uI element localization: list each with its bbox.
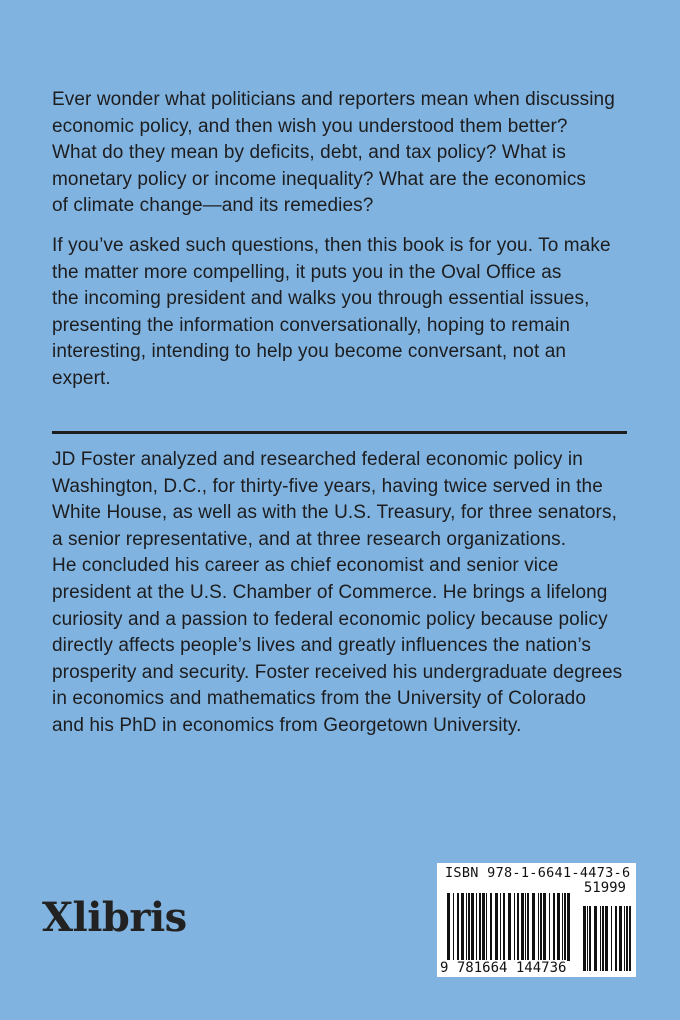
bar [532, 893, 535, 961]
publisher-logo: Xlibris [42, 894, 187, 941]
bar [468, 893, 470, 961]
bar [589, 906, 591, 971]
bar [557, 893, 560, 961]
bar [567, 893, 570, 961]
bar [503, 893, 505, 961]
bar [525, 893, 526, 961]
isbn-text: ISBN 978-1-6641-4473-6 [445, 865, 631, 881]
text-line: expert. [52, 367, 111, 389]
bar [476, 893, 477, 961]
text-line: of climate change—and its remedies? [52, 195, 374, 217]
bar [495, 893, 498, 961]
bar [457, 893, 459, 961]
text-line: JD Foster analyzed and researched federal economic policy in [52, 449, 583, 470]
price-code: 51999 [583, 880, 626, 896]
text-line: and his PhD in economics from Georgetown University. [52, 714, 522, 736]
bar [521, 893, 524, 961]
bar [508, 893, 511, 961]
bar [527, 893, 529, 961]
bar [564, 893, 566, 961]
text-line: in economics and mathematics from the University of Colorado [52, 688, 587, 710]
bar [453, 893, 454, 961]
price-barcode-bars [583, 906, 631, 971]
bar [461, 893, 464, 961]
bar [594, 906, 597, 971]
bar [562, 893, 563, 961]
bar [553, 893, 555, 961]
bar [543, 893, 546, 961]
bar [615, 906, 617, 971]
bar [447, 893, 450, 961]
ean-number: 9 781664 144736 [440, 960, 567, 976]
text-line: curiosity and a passion to federal economic policy because policy [52, 608, 608, 630]
bar [538, 893, 539, 961]
isbn-barcode [437, 863, 636, 977]
bar [490, 893, 492, 961]
bar [482, 893, 485, 961]
blurb-paragraph-1 [52, 87, 652, 220]
bar [587, 906, 588, 971]
bar [600, 906, 601, 971]
bar [514, 893, 515, 961]
author-bio [52, 447, 652, 740]
bar [517, 893, 519, 961]
bar [479, 893, 481, 961]
barcode-bars [447, 893, 572, 961]
text-line: presenting the information conversationally, hoping to remain [52, 314, 570, 336]
bar [583, 906, 586, 971]
bar [486, 893, 487, 961]
text-line: prosperity and security. Foster received his undergraduate degrees [52, 661, 623, 683]
text-line: White House, as well as with the U.S. Treasury, for three senators, [52, 502, 617, 524]
bar [624, 906, 625, 971]
bar [466, 893, 467, 961]
text-line: Ever wonder what politicians and reporters mean when discussing [52, 89, 615, 110]
bar [500, 893, 501, 961]
text-line: Washington, D.C., for thirty-five years, having twice served in the [52, 475, 603, 497]
text-line: president at the U.S. Chamber of Commerce. He brings a lifelong [52, 581, 608, 603]
bar [626, 906, 628, 971]
text-line: He concluded his career as chief economist and senior vice [52, 555, 559, 577]
text-line: What do they mean by deficits, debt, and tax policy? What is [52, 142, 566, 164]
text-line: a senior representative, and at three research organizations. [52, 528, 567, 550]
bar [629, 906, 631, 971]
bar [540, 893, 542, 961]
text-line: monetary policy or income inequality? What are the economics [52, 168, 587, 190]
text-line: interesting, intending to help you become conversant, not an [52, 341, 567, 363]
text-line: the matter more compelling, it puts you in the Oval Office as [52, 261, 562, 283]
bar [611, 906, 612, 971]
text-line: If you’ve asked such questions, then this book is for you. To make [52, 235, 611, 256]
blurb-paragraph-2 [52, 233, 652, 393]
bar [605, 906, 608, 971]
bar [602, 906, 604, 971]
divider [52, 431, 627, 434]
bar [471, 893, 474, 961]
text-line: economic policy, and then wish you understood them better? [52, 115, 568, 137]
bar [549, 893, 550, 961]
bar [619, 906, 622, 971]
text-line: directly affects people’s lives and greatly influences the nation’s [52, 635, 592, 657]
text-line: the incoming president and walks you through essential issues, [52, 288, 590, 310]
